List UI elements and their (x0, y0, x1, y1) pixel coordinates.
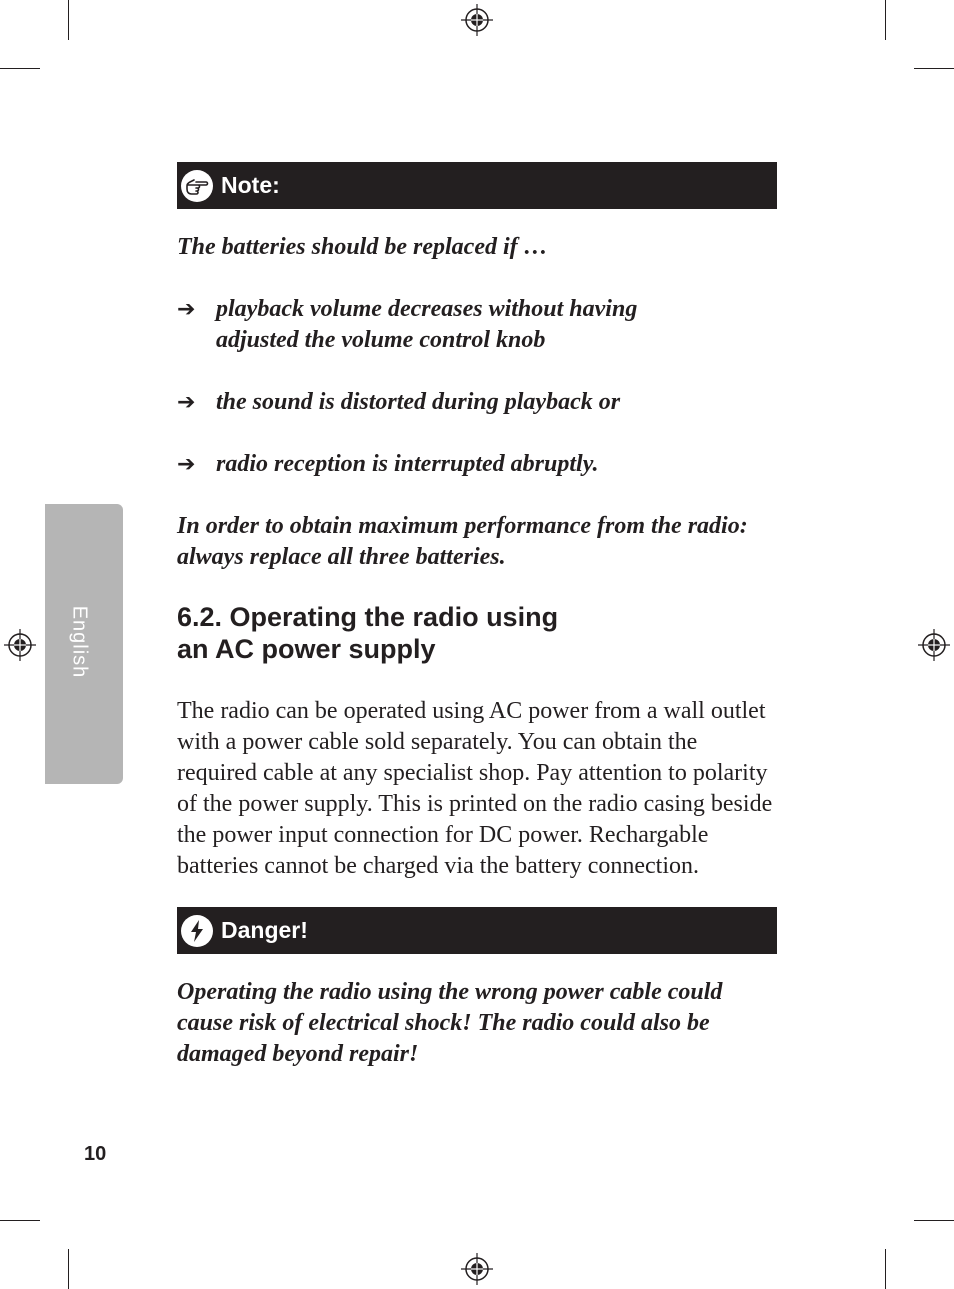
crop-mark (885, 0, 886, 40)
language-tab-label: English (68, 605, 91, 679)
note-intro: The batteries should be replaced if … (177, 234, 548, 260)
crop-mark (0, 68, 40, 69)
danger-box-header (177, 907, 777, 954)
page-content (177, 162, 777, 1070)
page-number: 10 (84, 1143, 107, 1165)
list-item (177, 449, 777, 480)
list-item (177, 387, 777, 418)
danger-text: Operating the radio using the wrong power cable could cause risk of electrical shock! The radio could also be damaged beyond repair! (177, 979, 723, 1067)
registration-mark-icon (4, 629, 36, 661)
registration-mark-icon (461, 4, 493, 36)
pointing-hand-icon (181, 170, 213, 202)
crop-mark (68, 0, 69, 40)
section-body: The radio can be operated using AC power from a wall outlet with a power cable sold separately. You can obtain the required cable at any specialist shop. Pay attention to polarity of the power supply. This is printed on the radio casing beside the power input connection for DC power. Rechargable batteries cannot be charged via the battery connection. (177, 698, 773, 879)
bullet-text: the sound is distorted during playback or (216, 389, 621, 415)
crop-mark (68, 1249, 69, 1289)
section-heading: 6.2. Operating the radio using an AC power supply (177, 602, 559, 664)
crop-mark (914, 1220, 954, 1221)
bullet-text: playback volume decreases without having adjusted the volume control knob (216, 296, 638, 353)
note-closing: In order to obtain maximum performance from the radio: always replace all three batteries. (177, 513, 748, 570)
lightning-bolt-icon (181, 915, 213, 947)
registration-mark-icon (461, 1253, 493, 1285)
registration-mark-icon (918, 629, 950, 661)
bullet-text: radio reception is interrupted abruptly. (216, 451, 599, 477)
crop-mark (914, 68, 954, 69)
arrow-right-icon: ➔ (177, 452, 196, 477)
arrow-right-icon: ➔ (177, 390, 196, 415)
note-title: Note: (221, 172, 280, 198)
list-item (177, 294, 777, 356)
crop-mark (0, 1220, 40, 1221)
note-box-header (177, 162, 777, 209)
crop-mark (885, 1249, 886, 1289)
note-bullet-list (177, 294, 777, 480)
danger-title: Danger! (221, 917, 308, 943)
arrow-right-icon: ➔ (177, 297, 196, 322)
